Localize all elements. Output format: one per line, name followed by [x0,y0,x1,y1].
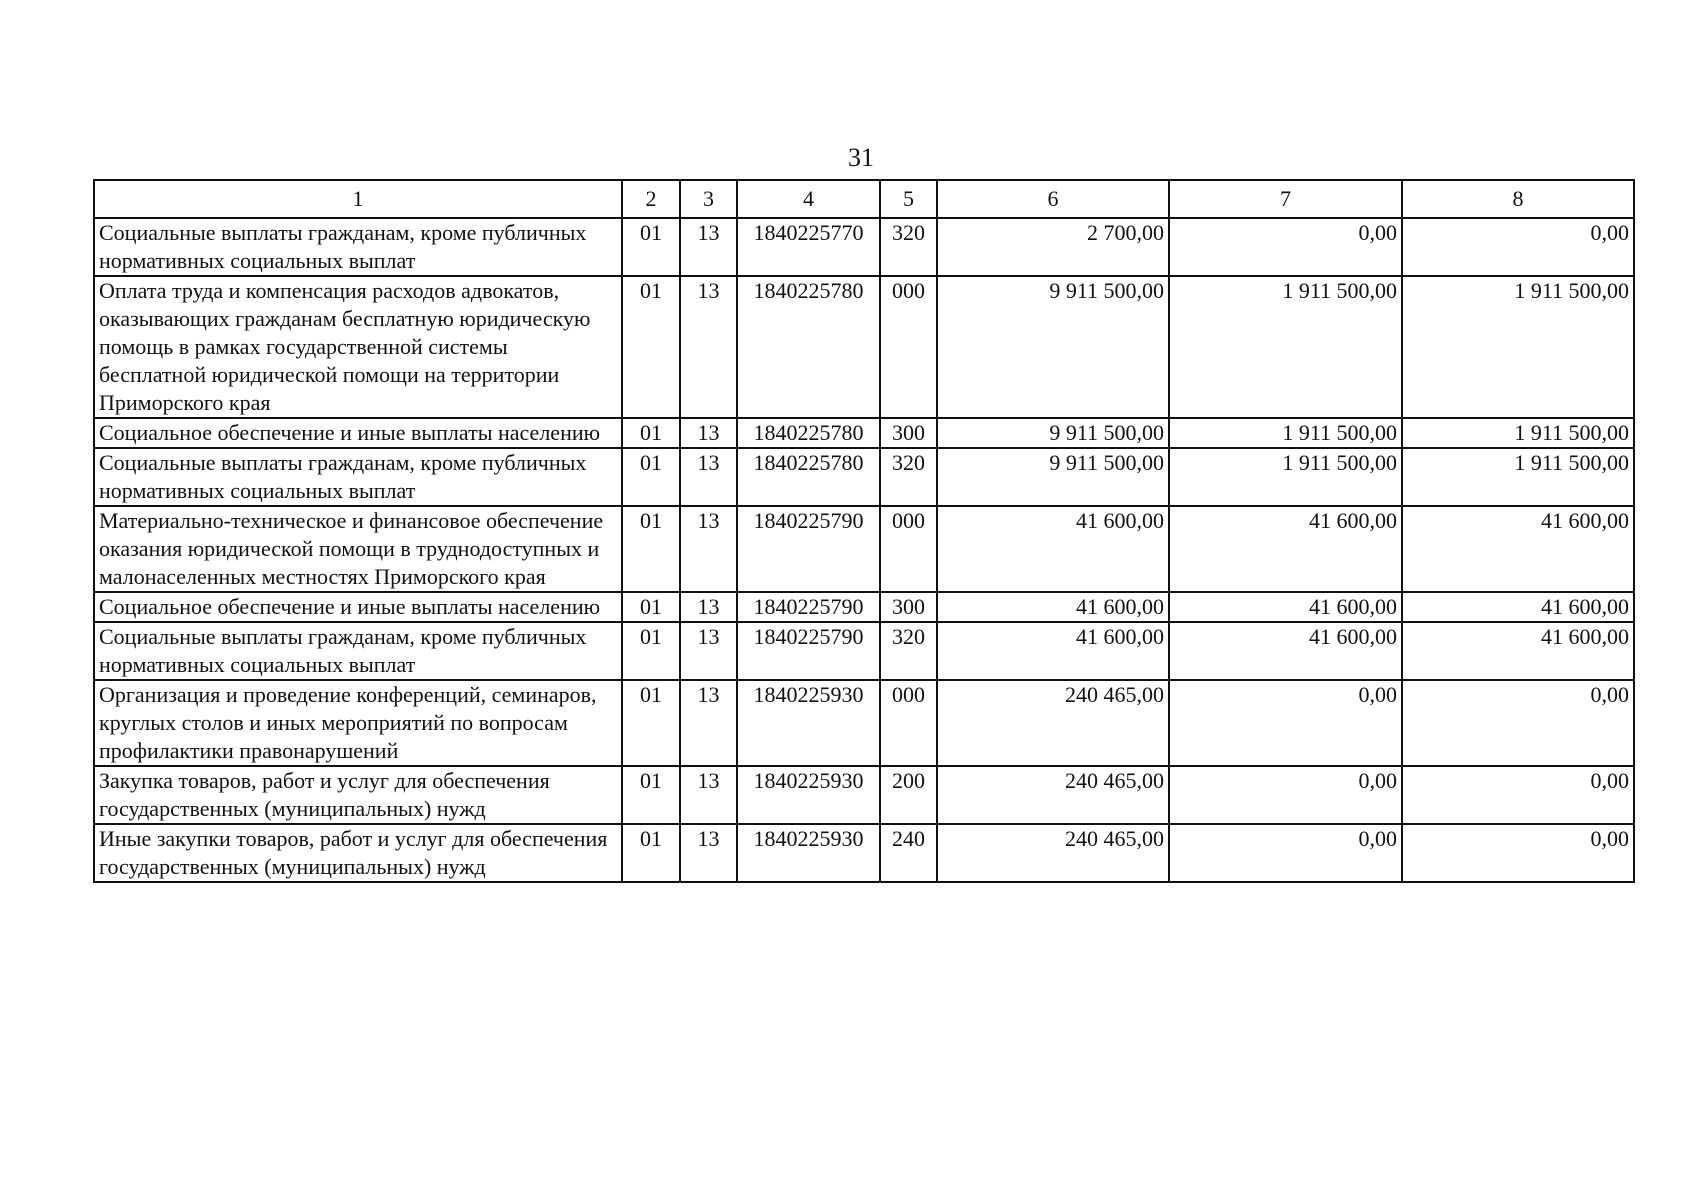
amount-col-6: 2 700,00 [937,218,1169,276]
table-row [94,824,1634,882]
target-article-code: 1840225930 [737,824,880,882]
amount-col-7: 0,00 [1169,824,1402,882]
row-name: Социальное обеспечение и иные выплаты населению [94,418,622,448]
target-article-code: 1840225780 [737,448,880,506]
expense-type-code: 320 [880,218,937,276]
amount-col-7: 1 911 500,00 [1169,418,1402,448]
row-name: Социальные выплаты гражданам, кроме публичных нормативных социальных выплат [94,448,622,506]
amount-col-6: 9 911 500,00 [937,448,1169,506]
section-code: 01 [622,448,680,506]
expense-type-code: 320 [880,448,937,506]
header-col-6: 6 [937,180,1169,218]
subsection-code: 13 [680,506,737,592]
amount-col-6: 240 465,00 [937,824,1169,882]
subsection-code: 13 [680,418,737,448]
amount-col-7: 0,00 [1169,680,1402,766]
subsection-code: 13 [680,622,737,680]
amount-col-8: 0,00 [1402,680,1634,766]
subsection-code: 13 [680,276,737,418]
amount-col-7: 1 911 500,00 [1169,448,1402,506]
expense-type-code: 000 [880,506,937,592]
subsection-code: 13 [680,680,737,766]
row-name: Закупка товаров, работ и услуг для обеспечения государственных (муниципальных) нужд [94,766,622,824]
table-row [94,622,1634,680]
section-code: 01 [622,592,680,622]
target-article-code: 1840225790 [737,592,880,622]
target-article-code: 1840225780 [737,418,880,448]
subsection-code: 13 [680,218,737,276]
amount-col-8: 41 600,00 [1402,622,1634,680]
amount-col-7: 0,00 [1169,218,1402,276]
section-code: 01 [622,218,680,276]
table-row [94,592,1634,622]
table-row [94,766,1634,824]
subsection-code: 13 [680,448,737,506]
header-col-4: 4 [737,180,880,218]
header-col-2: 2 [622,180,680,218]
row-name: Иные закупки товаров, работ и услуг для обеспечения государственных (муниципальных) нужд [94,824,622,882]
amount-col-8: 41 600,00 [1402,506,1634,592]
amount-col-6: 240 465,00 [937,680,1169,766]
row-name: Организация и проведение конференций, семинаров, круглых столов и иных мероприятий по вопросам профилактики правонарушений [94,680,622,766]
header-col-8: 8 [1402,180,1634,218]
target-article-code: 1840225930 [737,766,880,824]
expense-type-code: 000 [880,276,937,418]
section-code: 01 [622,506,680,592]
row-name: Материально-техническое и финансовое обеспечение оказания юридической помощи в труднодоступных и малонаселенных местностях Приморского края [94,506,622,592]
row-name: Социальное обеспечение и иные выплаты населению [94,592,622,622]
amount-col-6: 9 911 500,00 [937,276,1169,418]
expense-type-code: 300 [880,418,937,448]
section-code: 01 [622,680,680,766]
amount-col-6: 240 465,00 [937,766,1169,824]
amount-col-6: 9 911 500,00 [937,418,1169,448]
target-article-code: 1840225770 [737,218,880,276]
row-name: Социальные выплаты гражданам, кроме публичных нормативных социальных выплат [94,622,622,680]
table-row [94,418,1634,448]
target-article-code: 1840225790 [737,506,880,592]
amount-col-7: 41 600,00 [1169,622,1402,680]
header-col-3: 3 [680,180,737,218]
page-number: 31 [848,143,874,172]
header-row [94,180,1634,218]
section-code: 01 [622,766,680,824]
expense-type-code: 240 [880,824,937,882]
target-article-code: 1840225790 [737,622,880,680]
table-row [94,448,1634,506]
amount-col-6: 41 600,00 [937,622,1169,680]
row-name: Социальные выплаты гражданам, кроме публичных нормативных социальных выплат [94,218,622,276]
amount-col-7: 1 911 500,00 [1169,276,1402,418]
table-row [94,276,1634,418]
header-col-7: 7 [1169,180,1402,218]
budget-table [93,179,1635,883]
header-col-1: 1 [94,180,622,218]
section-code: 01 [622,622,680,680]
amount-col-8: 1 911 500,00 [1402,418,1634,448]
header-col-5: 5 [880,180,937,218]
row-name: Оплата труда и компенсация расходов адвокатов, оказывающих гражданам бесплатную юридическую помощь в рамках государственной системы бесплатной юридической помощи на территории Приморского края [94,276,622,418]
target-article-code: 1840225780 [737,276,880,418]
subsection-code: 13 [680,766,737,824]
amount-col-6: 41 600,00 [937,506,1169,592]
amount-col-8: 0,00 [1402,766,1634,824]
section-code: 01 [622,418,680,448]
amount-col-6: 41 600,00 [937,592,1169,622]
table-row [94,680,1634,766]
amount-col-7: 0,00 [1169,766,1402,824]
expense-type-code: 000 [880,680,937,766]
amount-col-7: 41 600,00 [1169,506,1402,592]
expense-type-code: 300 [880,592,937,622]
amount-col-7: 41 600,00 [1169,592,1402,622]
amount-col-8: 0,00 [1402,218,1634,276]
amount-col-8: 1 911 500,00 [1402,276,1634,418]
subsection-code: 13 [680,824,737,882]
section-code: 01 [622,276,680,418]
target-article-code: 1840225930 [737,680,880,766]
table-row [94,218,1634,276]
subsection-code: 13 [680,592,737,622]
expense-type-code: 200 [880,766,937,824]
amount-col-8: 41 600,00 [1402,592,1634,622]
amount-col-8: 0,00 [1402,824,1634,882]
amount-col-8: 1 911 500,00 [1402,448,1634,506]
table-row [94,506,1634,592]
section-code: 01 [622,824,680,882]
expense-type-code: 320 [880,622,937,680]
